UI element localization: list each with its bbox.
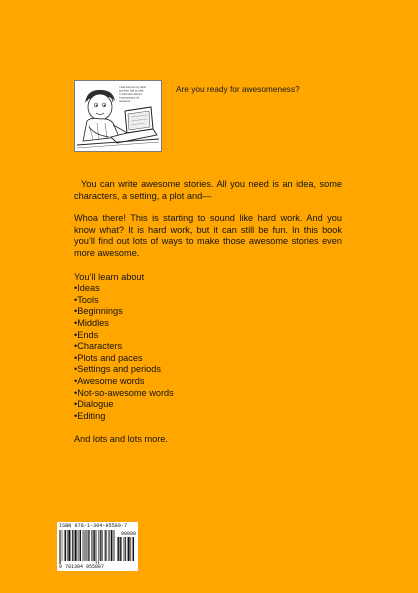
svg-text:awesome.: awesome. bbox=[119, 100, 131, 103]
isbn-label: ISBN 978-1-304-95580-7 bbox=[59, 523, 128, 529]
ean13-bars bbox=[59, 530, 115, 564]
cover-tagline: Are you ready for awesomeness? bbox=[176, 84, 300, 94]
learn-intro: You’ll learn about bbox=[74, 271, 145, 282]
list-item: •Ends bbox=[74, 329, 99, 340]
boy-at-computer-illustration bbox=[74, 80, 162, 152]
list-item: •Middles bbox=[74, 317, 109, 328]
list-item: •Settings and periods bbox=[74, 364, 161, 375]
learn-list-section bbox=[74, 272, 342, 423]
list-item: •Awesome words bbox=[74, 375, 145, 386]
svg-text:and then had an idea.: and then had an idea. bbox=[119, 89, 145, 93]
list-item: •Editing bbox=[74, 410, 106, 421]
list-item: •Dialogue bbox=[74, 399, 114, 410]
isbn-barcode bbox=[57, 522, 138, 571]
list-item: •Tools bbox=[74, 294, 99, 305]
price-code: 90000 bbox=[120, 531, 136, 537]
svg-text:It was going to be: It was going to be bbox=[119, 96, 140, 100]
learn-list bbox=[74, 283, 342, 422]
barcode-digits: 9 781304 955807 bbox=[59, 564, 105, 570]
blurb-closing: And lots and lots more. bbox=[74, 434, 168, 445]
list-item: •Not-so-awesome words bbox=[74, 387, 174, 398]
svg-text:I was bored at my desk: I was bored at my desk bbox=[119, 86, 146, 89]
blurb-paragraph-2: Whoa there! This is starting to sound like hard work. And you know what? It is hard work, but it can still be fun. In this book you’ll find out lots of ways to make those awesome stories even more awesome. bbox=[74, 213, 342, 258]
blurb-paragraph-1: You can write awesome stories. All you need is an idea, some characters, a setting, a plot and— bbox=[74, 179, 342, 201]
list-item: •Characters bbox=[74, 341, 123, 352]
list-item: •Plots and paces bbox=[74, 352, 143, 363]
svg-text:I could write about it.: I could write about it. bbox=[119, 93, 143, 96]
list-item: •Beginnings bbox=[74, 306, 123, 317]
addon-bars bbox=[117, 537, 135, 564]
list-item: •Ideas bbox=[74, 283, 100, 294]
blurb bbox=[74, 179, 342, 446]
